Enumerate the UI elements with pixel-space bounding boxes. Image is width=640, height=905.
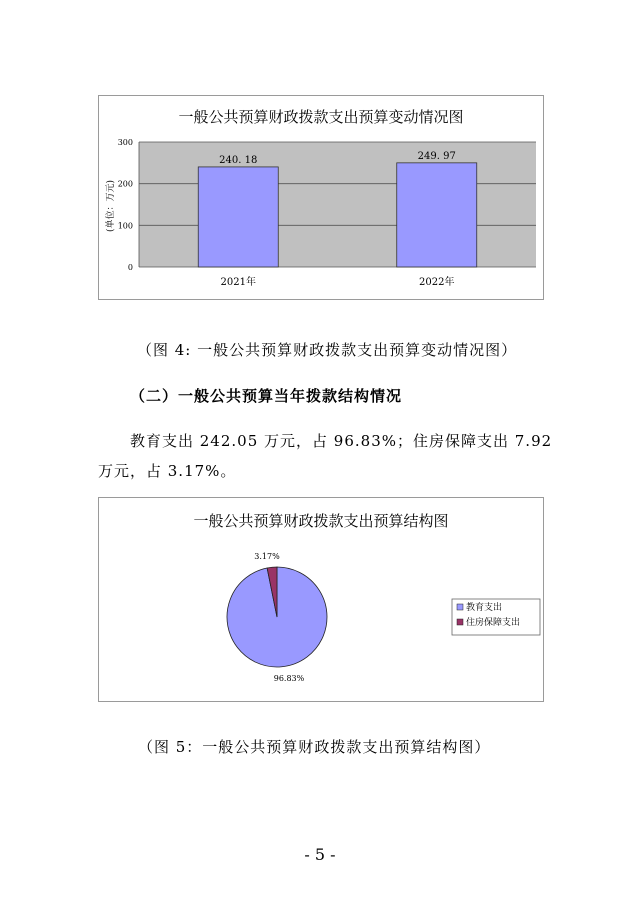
bar-chart-title: 一般公共预算财政拨款支出预算变动情况图 — [178, 108, 464, 126]
legend-label: 教育支出 — [466, 603, 503, 613]
bar-value-label: 240. 18 — [219, 154, 258, 166]
figure-5-caption: （图 5：一般公共预算财政拨款支出预算结构图） — [138, 738, 491, 756]
x-tick-label: 2022年 — [419, 277, 455, 288]
bar — [198, 167, 278, 267]
section-heading: （二）一般公共预算当年拨款结构情况 — [130, 387, 403, 405]
bar — [397, 163, 477, 267]
x-tick-label: 2021年 — [220, 277, 256, 288]
legend-swatch — [457, 619, 463, 625]
paragraph-line-1: 教育支出 242.05 万元，占 96.83%；住房保障支出 7.92 — [130, 432, 553, 450]
y-tick-label: 0 — [127, 263, 133, 272]
legend-swatch — [457, 604, 463, 610]
y-tick-label: 300 — [117, 138, 133, 147]
pie-chart-title: 一般公共预算财政拨款支出预算结构图 — [193, 512, 449, 530]
bar-value-label: 249. 97 — [417, 150, 456, 162]
pie-value-label: 3.17% — [254, 552, 280, 561]
figure-4-caption: （图 4: 一般公共预算财政拨款支出预算变动情况图） — [137, 341, 518, 359]
pie-value-label: 96.83% — [273, 674, 305, 683]
pie-chart — [99, 498, 543, 701]
legend-label: 住房保障支出 — [466, 618, 521, 628]
page-number: - 5 - — [304, 845, 336, 864]
y-tick-label: 200 — [117, 179, 133, 189]
bar-chart — [99, 96, 543, 299]
bar-chart-frame — [98, 95, 544, 300]
y-axis-label: (单位：万元) — [106, 179, 116, 233]
pie-chart-frame — [98, 497, 544, 702]
y-tick-label: 100 — [117, 221, 133, 231]
paragraph-line-2: 万元，占 3.17%。 — [98, 462, 237, 480]
